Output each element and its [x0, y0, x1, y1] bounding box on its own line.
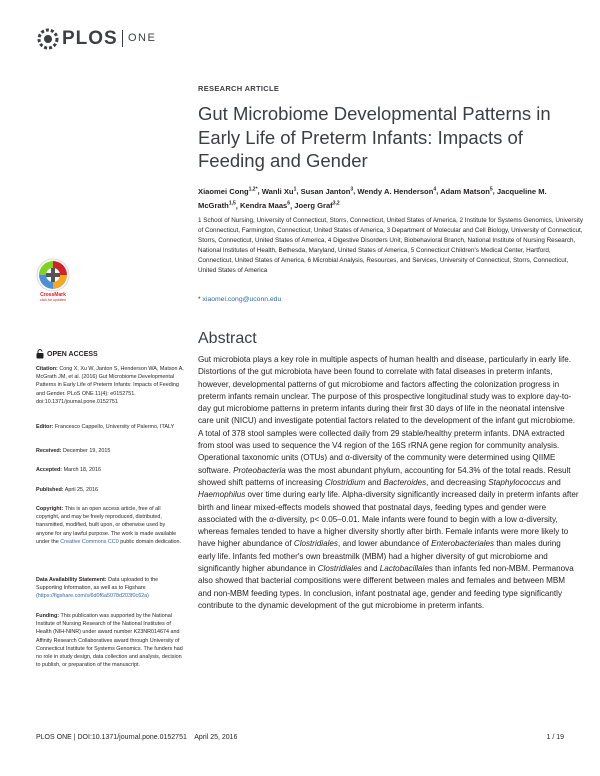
author-list: Xiaomei Cong$^{1,2*}$, Wanli Xu$^1$, Susan Janton$^3$, Wendy A. Henderson$^4$, Adam Matson$^5$, Jacqueline M. McGrath$^{1,5}$, Kendra Maas$^6$, Joerg Graf$^{3,2}$ — [198, 186, 547, 211]
author[interactable]: Adam Matson$^5$ — [440, 186, 493, 196]
open-access-badge — [36, 349, 98, 359]
author[interactable]: Wanli Xu$^1$ — [261, 186, 297, 196]
email-link[interactable]: xiaomei.cong@uconn.edu — [202, 296, 282, 303]
plos-logo-icon — [36, 27, 60, 51]
journal-brand: PLOS — [62, 28, 118, 49]
affiliations: 1 School of Nursing, University of Connecticut, Storrs, Connecticut, United States of America, 2 Institute for Systems Genomics, University of Connecticut, Farmington, Connecticut, United States of America, 3 Department of Molecular and Cell Biology, University of Connecticut, Storrs, Connecticut, United States of America, 4 Digestive Disorders Unit, Biobehavioral Branch, National Institute of Nursing Research, National Institutes of Health, Bethesda, Maryland, United States of America, 5 Connecticut Children's Medical Center, Hartford, Connecticut, United States of America, 6 Microbial Analysis, Resources, and Services, University of Connecticut, Storrs, Connecticut, United States of America — [198, 217, 583, 274]
abstract-text: Gut microbiota plays a key role in multiple aspects of human health and disease, particularly in early life. Distortions of the gut microbiota have been found to correlate with fatal diseases in preterm infants, however, developmental patterns of gut microbiome and factors affecting the colonization progress in preterm infants remain unclear. The purpose of this prospective longitudinal study was to explore day-to-day gut microbiome patterns in preterm infants during their first 30 days of life in the neonatal intensive care unit (NICU) and investigate potential factors related to the development of the infant gut microbiome. A total of 378 stool samples were collected daily from 29 stable/healthy preterm infants. DNA extracted from stool was used to sequence the V4 region of the 16S rRNA gene region for community analysis. Operational taxonomic units (OTUs) and α-diversity of the community were determined using QIIME software. Proteobacteria was the most abundant phylum, accounting for 54.3% of the total reads. Result showed shift patterns of increasing Clostridium and Bacteroides, and decreasing Staphylococcus and Haemophilus over time during early life. Alpha-diversity significantly increased daily in preterm infants after birth and linear mixed-effects models showed that postnatal days, feeding types and gender were associated with the α-diversity, p< 0.05–0.01. Male infants were found to begin with a low α-diversity, whereas females tended to have a higher diversity shortly after birth. Female infants were more likely to have higher abundance of Clostridiales, and lower abundance of Enterobacteriales than males during early life. Infants fed mother's own breastmilk (MBM) had a higher diversity of gut microbiome and significantly higher abundance in Clostridiales and Lactobacillales than infants fed non-MBM. Permanova also showed that bacterial compositions were different between males and females and between MBM and non-MBM feeding types. In conclusion, infant postnatal age, gender and feeding type significantly contribute to the dynamic development of the gut microbiome in preterm infants. — [198, 355, 579, 610]
published-block — [36, 486, 184, 494]
copyright-text: This is an open access article, free of all copyright, and may be freely reproduced, distributed, transmitted, modified, built upon, or otherwise used by anyone for any lawful purpose. The work is made available under the — [36, 506, 177, 545]
copyright-block — [36, 505, 184, 546]
published-label: Published: — [36, 487, 64, 493]
crossmark-label: CrossMark — [40, 292, 66, 298]
received-label: Received: — [36, 448, 62, 454]
article-title: Gut Microbiome Developmental Patterns in Early Life of Preterm Infants: Impacts of Feeding and Gender — [198, 103, 551, 171]
crossmark-icon — [36, 258, 70, 292]
author[interactable]: Susan Janton$^3$ — [300, 186, 354, 196]
journal-sub: ONE — [128, 32, 157, 44]
author[interactable]: Kendra Maas$^6$ — [240, 200, 291, 211]
article-type: RESEARCH ARTICLE — [198, 84, 280, 93]
editor-text: Francesco Cappello, University of Palermo, ITALY — [54, 424, 175, 430]
citation-label: Citation: — [36, 366, 58, 372]
email-asterisk: * — [198, 296, 203, 303]
author[interactable]: Jacqueline M. McGrath$^{1,5}$ — [198, 186, 547, 211]
accepted-block — [36, 466, 184, 474]
data-availability-text: Data uploaded to the Supporting Information, as well as to Figshare — [36, 577, 159, 592]
logo-divider — [122, 30, 123, 47]
figshare-link[interactable]: (https://figshare.com/s/6d0f6a5078d203f0c62a) — [36, 593, 149, 600]
open-access-lock-icon — [36, 349, 44, 359]
copyright-text-end: public domain dedication. — [120, 538, 182, 545]
author[interactable]: Joerg Graf$^{3,2}$ — [294, 200, 340, 211]
funding-text: This publication was supported by the National Institute of Nursing Research of the National Institutes of Health (NIH-NINR) under award number K23NR014674 and Affinity Research Collaboratives award through University of Connecticut Institute for Systems Genomics. The funders had no role in study design, data collection and analysis, decision to publish, or preparation of the manuscript. — [36, 613, 183, 669]
abstract-heading: Abstract — [198, 330, 257, 347]
published-date: April 25, 2016 — [64, 487, 99, 493]
data-availability-label: Data Availability Statement: — [36, 577, 107, 583]
copyright-label: Copyright: — [36, 506, 64, 512]
author[interactable]: Xiaomei Cong$^{1,2*}$ — [198, 186, 258, 196]
citation-text: Cong X, Xu W, Janton S, Henderson WA, Matson A, McGrath JM, et al. (2016) Gut Microbiome Developmental Patterns in Early Life of Preterm Infants: Impacts of Feeding and Gender. PLoS ONE 11(4): e0152751. doi:10.1371/journal.pone.0152751 — [36, 366, 184, 405]
received-date: December 19, 2015 — [62, 448, 111, 454]
corresponding-email[interactable] — [198, 296, 281, 303]
received-block — [36, 447, 184, 455]
footer-citation: PLOS ONE | DOI:10.1371/journal.pone.0152751 April 25, 2016 — [36, 734, 238, 741]
citation-block — [36, 365, 184, 406]
crossmark-sub: click for updates — [40, 298, 66, 302]
author[interactable]: Wendy A. Henderson$^4$ — [357, 186, 437, 196]
accepted-date: March 18, 2016 — [63, 467, 102, 473]
open-access-label: OPEN ACCESS — [47, 350, 98, 358]
crossmark-badge[interactable] — [36, 258, 70, 306]
funding-block — [36, 612, 184, 669]
journal-logo[interactable] — [36, 26, 176, 52]
page-number: 1 / 19 — [546, 734, 564, 741]
cc0-link[interactable]: Creative Commons CC0 — [60, 538, 119, 545]
data-availability-block — [36, 576, 184, 601]
accepted-label: Accepted: — [36, 467, 63, 473]
funding-label: Funding: — [36, 613, 60, 619]
editor-label: Editor: — [36, 424, 54, 430]
editor-block — [36, 423, 184, 431]
